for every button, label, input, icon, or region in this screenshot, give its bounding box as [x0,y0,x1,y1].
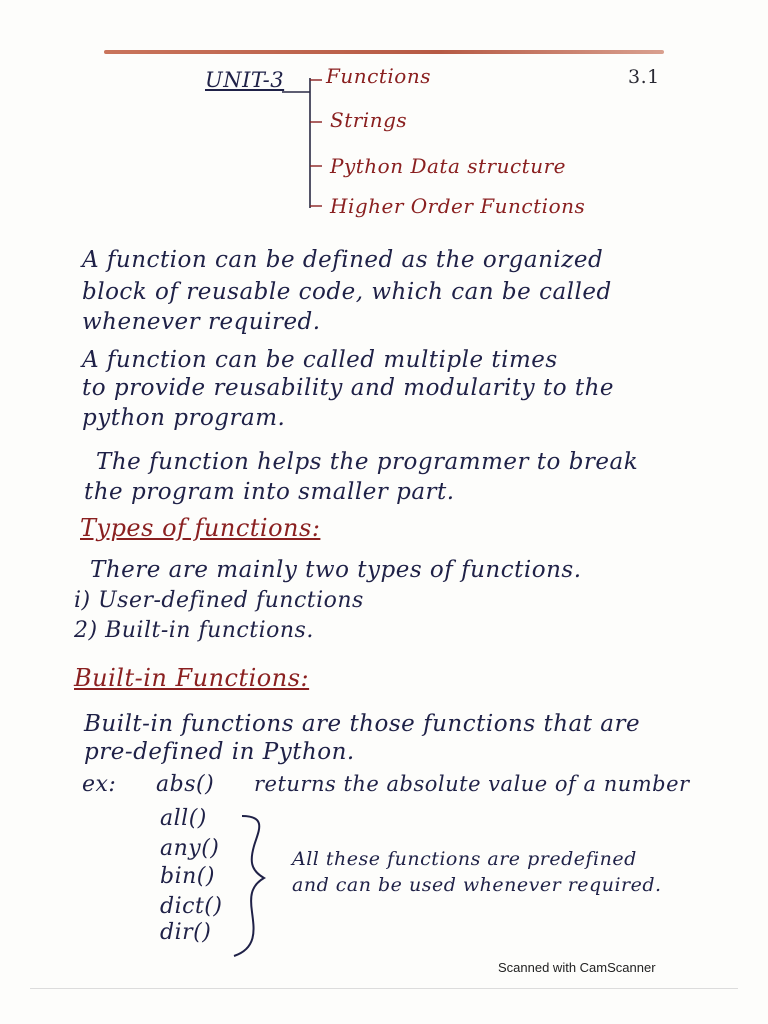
intro-p3-line1: The function helps the programmer to break [96,449,639,475]
types-item-built-in: 2) Built-in functions. [74,618,314,643]
types-item-user-defined: i) User-defined functions [74,588,364,613]
builtin-note-line1: All these functions are predefined [292,848,637,870]
intro-p1-line1: A function can be defined as the organized [82,247,604,273]
func-dict: dict() [160,894,223,919]
intro-p2-line3: python program. [82,405,286,431]
top-red-rule [104,50,664,54]
example-abs: abs() [156,772,215,797]
intro-p3-line2: the program into smaller part. [84,479,455,505]
builtin-line1: Built-in functions are those functions that are [84,711,641,737]
bottom-divider [30,988,738,989]
branch-strings: Strings [330,108,408,132]
branch-higher-order-functions: Higher Order Functions [330,194,586,218]
intro-p2-line1: A function can be called multiple times [82,347,558,373]
func-dir: dir() [160,920,212,945]
builtin-note-line2: and can be used whenever required. [292,874,662,896]
unit-title: UNIT-3 [205,68,285,92]
intro-p1-line2: block of reusable code, which can be called [82,279,612,305]
branch-python-data-structure: Python Data structure [330,154,566,178]
unit-tree-lines [270,70,330,220]
example-abs-desc: returns the absolute value of a number [254,772,690,796]
builtin-line2: pre-defined in Python. [84,739,355,765]
curly-brace [228,812,272,962]
types-intro-line: There are mainly two types of functions. [90,557,582,583]
intro-p1-line3: whenever required. [82,309,321,335]
page-number: 3.1 [628,66,660,88]
branch-functions: Functions [326,64,431,88]
intro-p2-line2: to provide reusability and modularity to the [82,375,615,401]
func-bin: bin() [160,864,215,889]
example-label: ex: [82,772,117,797]
scanner-watermark: Scanned with CamScanner [498,960,656,975]
func-all: all() [160,806,207,831]
builtin-heading: Built-in Functions: [74,664,310,692]
types-heading: Types of functions: [80,514,321,542]
func-any: any() [160,836,220,861]
